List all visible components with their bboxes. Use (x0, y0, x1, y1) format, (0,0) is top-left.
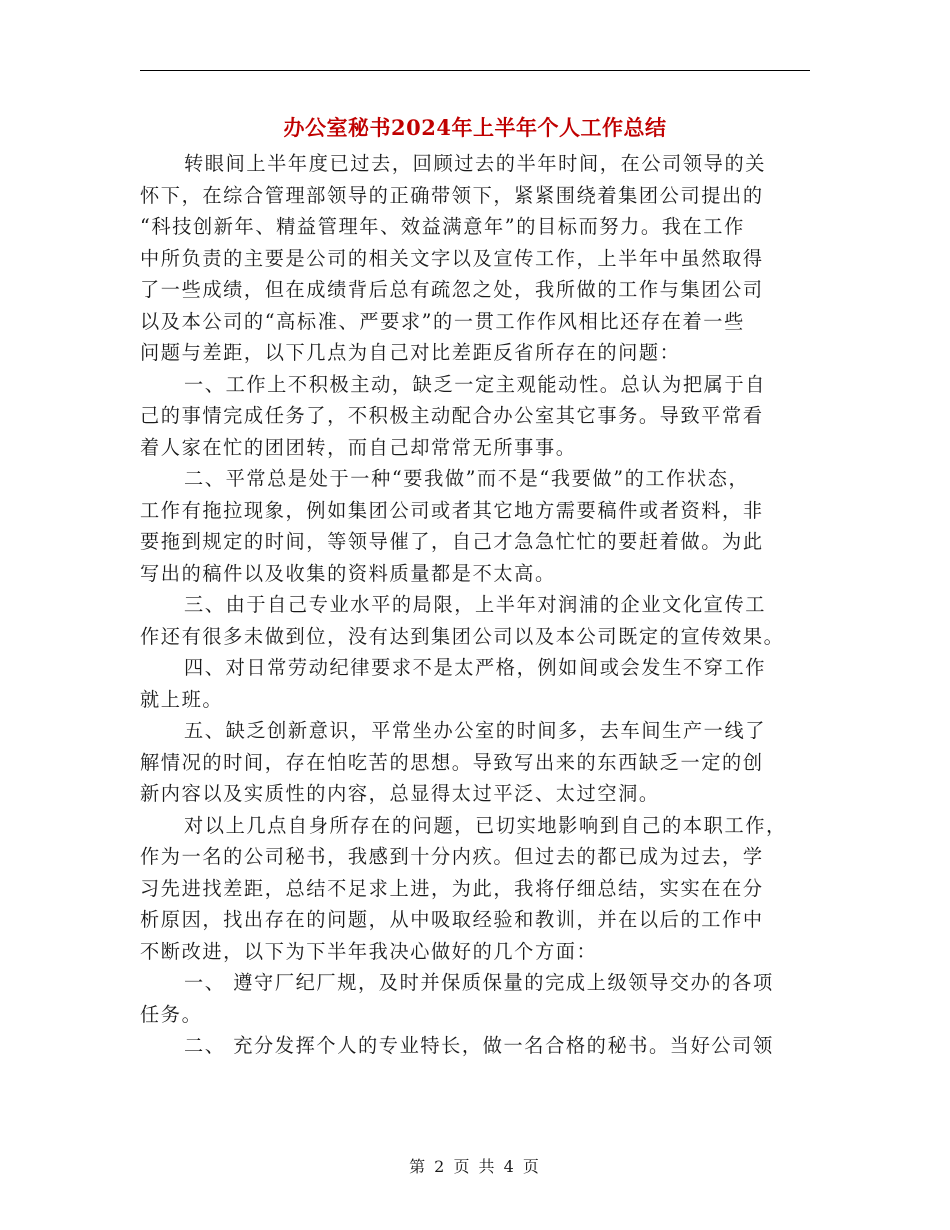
text-line: 以及本公司的“高标准、严要求”的一贯工作作风相比还存在着一些 (140, 309, 745, 333)
text-line: 五、缺乏创新意识，平常坐办公室的时间多，去车间生产一线了 (184, 719, 767, 742)
text-line: “科技创新年、精益管理年、效益满意年”的目标而努力。我在工作 (140, 215, 745, 238)
text-line: 三、由于自己专业水平的局限，上半年对润浦的企业文化宣传工 (184, 593, 767, 616)
text-line: 作为一名的公司秘书，我感到十分内疚。但过去的都已成为过去，学 (140, 845, 764, 868)
text-line: 任务。 (140, 1002, 203, 1026)
text-line: 析原因，找出存在的问题，从中吸取经验和教训，并在以后的工作中 (140, 908, 764, 931)
text-line: 转眼间上半年度已过去，回顾过去的半年时间，在公司领导的关 (184, 152, 767, 175)
page-number: 第 2 页 共 4 页 (409, 1157, 541, 1176)
document-title: 办公室秘书2024年上半年个人工作总结 (283, 115, 667, 140)
text-line: 四、对日常劳动纪律要求不是太严格，例如间或会发生不穿工作 (184, 656, 767, 679)
text-line: 了一些成绩，但在成绩背后总有疏忽之处，我所做的工作与集团公司 (140, 278, 764, 301)
text-line: 工作有拖拉现象，例如集团公司或者其它地方需要稿件或者资料，非 (140, 498, 764, 522)
text-line: 写出的稿件以及收集的资料质量都是不太高。 (140, 561, 556, 585)
text-line: 要拖到规定的时间，等领导催了，自己才急急忙忙的要赶着做。为此 (140, 530, 764, 553)
text-line: 怀下，在综合管理部领导的正确带领下，紧紧围绕着集团公司提出的 (140, 183, 764, 207)
text-line: 习先进找差距，总结不足求上进，为此，我将仔细总结，实实在在分 (140, 876, 764, 900)
text-line: 解情况的时间，存在怕吃苦的思想。导致写出来的东西缺乏一定的创 (140, 750, 764, 774)
text-line: 问题与差距，以下几点为自己对比差距反省所存在的问题： (140, 341, 681, 364)
header-rule (140, 70, 810, 71)
text-line: 就上班。 (140, 687, 224, 711)
text-line: 一、工作上不积极主动，缺乏一定主观能动性。总认为把属于自 (184, 372, 767, 396)
text-line: 新内容以及实质性的内容，总显得太过平泛、太过空洞。 (140, 782, 660, 805)
text-line: 二、 充分发挥个人的专业特长，做一名合格的秘书。当好公司领 (184, 1034, 774, 1057)
text-line: 着人家在忙的团团转，而自己却常常无所事事。 (140, 435, 577, 459)
text-line: 作还有很多未做到位，没有达到集团公司以及本公司既定的宣传效果。 (140, 624, 785, 648)
text-line: 一、 遵守厂纪厂规，及时并保质保量的完成上级领导交办的各项 (184, 971, 774, 994)
document-body (140, 148, 810, 1062)
text-line: 不断改进，以下为下半年我决心做好的几个方面： (140, 939, 598, 963)
text-line: 对以上几点自身所存在的问题，已切实地影响到自己的本职工作， (184, 813, 787, 837)
text-line: 二、平常总是处于一种“要我做”而不是“我要做”的工作状态， (184, 467, 750, 490)
text-line: 己的事情完成任务了，不积极主动配合办公室其它事务。导致平常看 (140, 404, 764, 427)
text-line: 中所负责的主要是公司的相关文字以及宣传工作，上半年中虽然取得 (140, 246, 764, 270)
